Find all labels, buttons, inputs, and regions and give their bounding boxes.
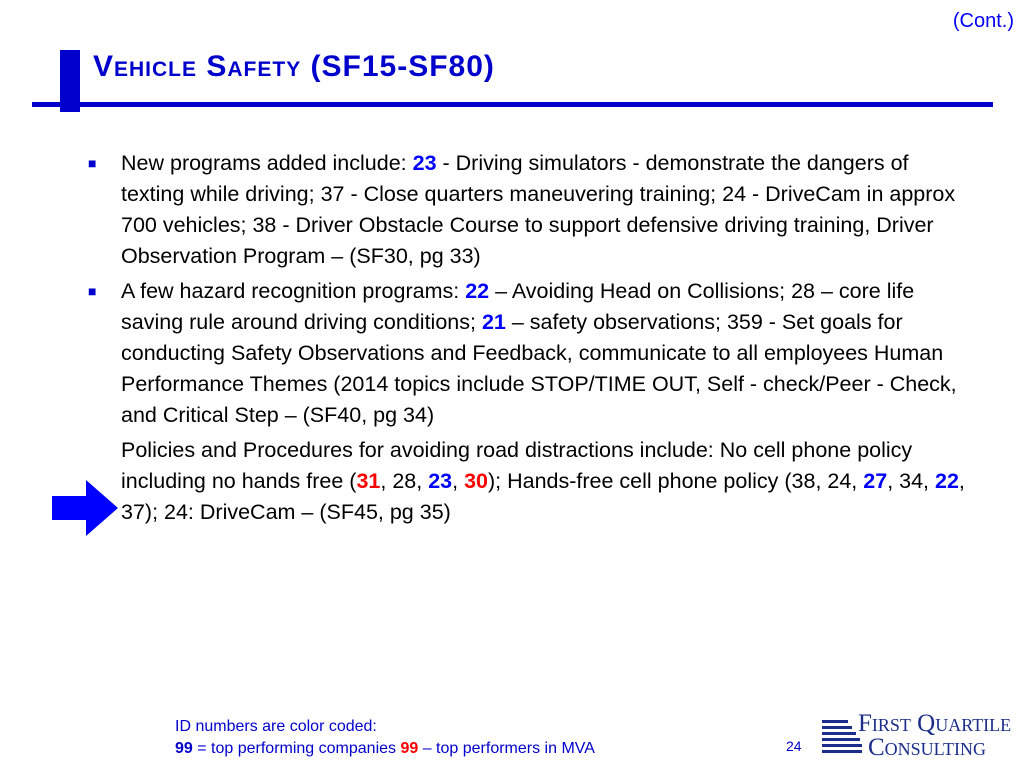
footnote-red-desc: – top performers in MVA [418, 740, 595, 757]
page-number: 24 [786, 738, 802, 754]
bullet-list [88, 148, 968, 532]
bullet-text-segment: , 37); 24: DriveCam – (SF45, pg 35) [121, 469, 965, 524]
square-bullet-icon: ■ [88, 155, 97, 171]
bullet-item [88, 276, 968, 431]
slide-title: Vehicle Safety (SF15-SF80) [93, 50, 495, 83]
id-number-blue: 27 [863, 469, 888, 493]
footnote-red-id: 99 [400, 740, 419, 757]
square-bullet-icon: ■ [88, 283, 97, 299]
bullet-text-segment: ); Hands-free cell phone policy (38, 24, [488, 469, 864, 493]
logo-wordmark: First Quartile Consulting [858, 710, 1012, 761]
right-arrow-icon [52, 480, 118, 536]
bullet-text-segment: – Avoiding Head on Collisions; 28 – core life saving rule around driving conditions; [121, 279, 915, 334]
id-number-blue: 23 [412, 151, 437, 175]
bullet-item [88, 435, 968, 528]
bullet-text-segment: New programs added include: [121, 151, 413, 175]
bullet-text [121, 438, 965, 524]
bullet-text-segment: , 28, [380, 469, 429, 493]
id-number-blue: 22 [465, 279, 490, 303]
bullet-text [121, 151, 955, 268]
bullet-text [121, 279, 957, 427]
bullet-text-segment: – safety observations; 359 - Set goals for conducting Safety Observations and Feedback, communicate to all employees Human Performance Themes (2014 topics include STOP/TIME OUT, Self - check/Peer - Check, and Critical Step – (SF40, pg 34) [121, 310, 957, 427]
logo-stripes-icon [822, 720, 862, 756]
color-code-footnote [175, 716, 595, 760]
footnote-heading: ID numbers are color coded: [175, 718, 377, 735]
id-number-red: 31 [356, 469, 381, 493]
bullet-text-segment: - Driving simulators - demonstrate the dangers of texting while driving; 37 - Close quarters maneuvering training; 24 - DriveCam in approx 700 vehicles; 38 - Driver Obstacle Course to support defensive driving training, Driver Observation Program – (SF30, pg 33) [121, 151, 956, 268]
bullet-text-segment: , 34, [887, 469, 935, 493]
footnote-legend [175, 738, 595, 760]
bullet-item [88, 148, 968, 272]
id-number-blue: 22 [935, 469, 959, 493]
continued-label: (Cont.) [952, 10, 1014, 32]
footnote-blue-desc: = top performing companies [192, 740, 401, 757]
id-number-red: 30 [464, 469, 488, 493]
bullet-text-segment: A few hazard recognition programs: [121, 279, 466, 303]
company-logo [822, 712, 1022, 768]
id-number-blue: 23 [428, 469, 453, 493]
bullet-text-segment: , [452, 469, 465, 493]
bullet-text-segment: Policies and Procedures for avoiding road distractions include: No cell phone policy including no hands free ( [121, 438, 913, 493]
footnote-blue-id: 99 [175, 740, 193, 757]
id-number-blue: 21 [481, 310, 506, 334]
title-divider [32, 102, 993, 107]
